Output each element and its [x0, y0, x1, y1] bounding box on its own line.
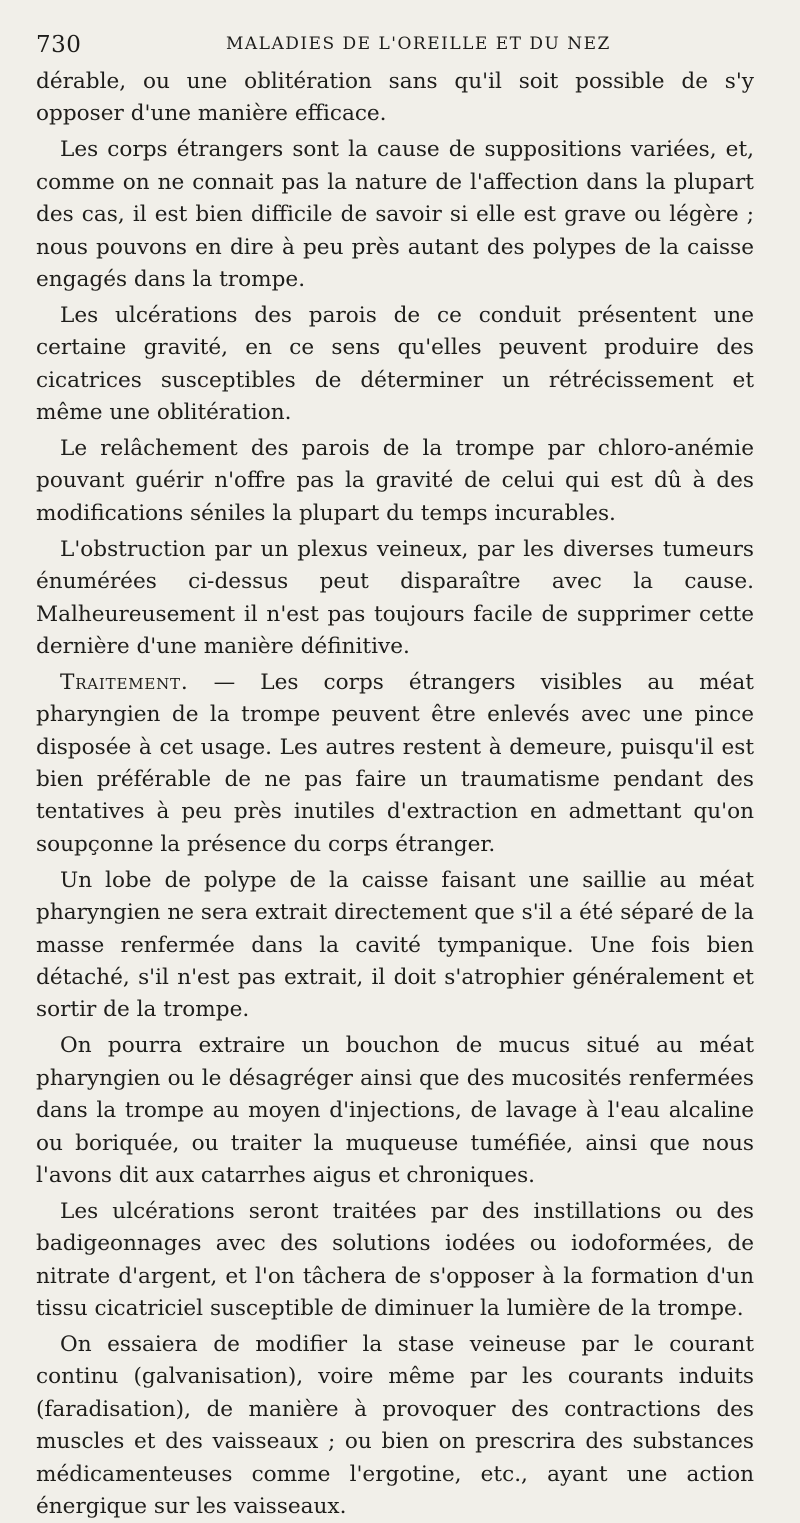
paragraph-text: On essaiera de modifier la stase veineuse par le courant continu (galvanisation), voire même par les courants induits (faradisation), de manière à provoquer des contractions des muscles et des vaisseaux ; ou bien on prescrira des substances médicamenteuses comme l'ergotine, etc., ayant une action énergique sur les vaisseaux. [36, 1331, 754, 1519]
paragraph [36, 134, 754, 296]
paragraph [36, 1030, 754, 1192]
paragraph-text: Les corps étrangers sont la cause de suppositions variées, et, comme on ne connait pas la nature de l'affection dans la plupart des cas, il est bien difficile de savoir si elle est grave ou légère ; nous pouvons en dire à peu près autant des polypes de la caisse engagés dans la trompe. [36, 137, 754, 292]
paragraph [36, 433, 754, 530]
body-text [36, 66, 754, 1523]
running-header [36, 30, 754, 64]
paragraph-text: Le relâchement des parois de la trompe par chloro-anémie pouvant guérir n'offre pas la gravité de celui qui est dû à des modifications séniles la plupart du temps incurables. [36, 435, 754, 526]
treatment-paragraph [36, 667, 754, 861]
paragraph [36, 865, 754, 1027]
paragraph [36, 66, 754, 131]
paragraph-text: dérable, ou une oblitération sans qu'il soit possible de s'y opposer d'une manière efficace. [36, 69, 754, 127]
paragraph [36, 534, 754, 664]
page-number: 730 [36, 32, 82, 58]
paragraph [36, 300, 754, 430]
paragraph-text: On pourra extraire un bouchon de mucus situé au méat pharyngien ou le désagréger ainsi que des mucosités renfermées dans la trompe au moyen d'injections, de lavage à l'eau alcaline ou boriquée, ou traiter la muqueuse tuméfiée, ainsi que nous l'avons dit aux catarrhes aigus et chroniques. [36, 1033, 754, 1188]
section-heading-treatment: Traitement. [60, 669, 189, 695]
paragraph-text: Les ulcérations seront traitées par des instillations ou des badigeonnages avec des solutions iodées ou iodoformées, de nitrate d'argent, et l'on tâchera de s'opposer à la formation d'un tissu cicatriciel susceptible de diminuer la lumière de la trompe. [36, 1198, 754, 1322]
paragraph-text: — Les corps étrangers visibles au méat pharyngien de la trompe peuvent être enlevés avec une pince disposée à cet usage. Les autres restent à demeure, puisqu'il est bien préférable de ne pas faire un traumatisme pendant des tentatives à peu près inutiles d'extraction en admettant qu'on soupçonne la présence du corps étranger. [36, 669, 754, 857]
paragraph-text: L'obstruction par un plexus veineux, par les diverses tumeurs énumérées ci-dessus peut disparaître avec la cause. Malheureusement il n'est pas toujours facile de supprimer cette dernière d'une manière définitive. [36, 536, 754, 659]
paragraph [36, 1329, 754, 1523]
running-title: MALADIES DE L'OREILLE ET DU NEZ [226, 34, 611, 54]
paragraph-text: Les ulcérations des parois de ce conduit présentent une certaine gravité, en ce sens qu'elles peuvent produire des cicatrices susceptibles de déterminer un rétrécissement et même une oblitération. [36, 302, 754, 426]
paragraph-text: Un lobe de polype de la caisse faisant une saillie au méat pharyngien ne sera extrait directement que s'il a été séparé de la masse renfermée dans la cavité tympanique. Une fois bien détaché, s'il n'est pas extrait, il doit s'atrophier généralement et sortir de la trompe. [36, 867, 754, 1023]
paragraph [36, 1196, 754, 1326]
